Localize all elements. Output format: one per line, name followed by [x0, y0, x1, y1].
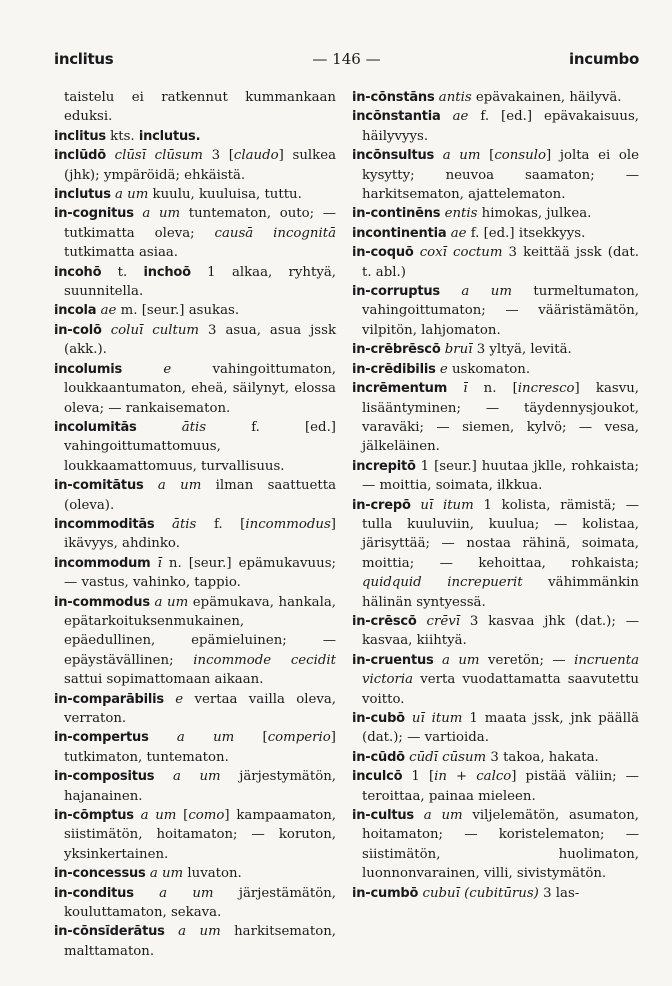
dictionary-entry	[54, 204, 336, 262]
entry-headword: in-compertus	[54, 730, 149, 746]
entry-headword: in-cognitus	[54, 206, 134, 222]
entry-text: 1 [seur.] huutaa jklle, rohkaista; — moittia, soimata, ilkkua.	[362, 458, 639, 494]
dictionary-entry	[352, 884, 639, 903]
entry-italic: consulo	[494, 148, 546, 164]
entry-text	[154, 769, 173, 784]
dictionary-entry	[352, 767, 639, 806]
entry-headword: incola	[54, 303, 97, 319]
entry-text: veretön; —	[479, 652, 575, 668]
entry-text: 3 yltyä, levitä.	[472, 342, 572, 358]
entry-italic: a um	[442, 148, 481, 164]
entry-headword: in-conditus	[54, 885, 134, 901]
entry-text: m. [seur.] asukas.	[116, 303, 240, 319]
entry-headword: incommoditās	[54, 516, 155, 532]
entry-italic: cubuī (cubitūrus)	[422, 885, 539, 901]
entry-italic: ae	[450, 225, 467, 241]
entry-italic: a um	[157, 478, 202, 494]
entry-headword: incōnsultus	[352, 148, 435, 164]
entry-text	[434, 653, 442, 668]
entry-headword: inclūdō	[54, 148, 106, 164]
entry-text: [	[480, 148, 495, 164]
entry-headword: in-cumbō	[352, 885, 419, 901]
entry-text: tuntematon, outo; — tutkimatta oleva;	[64, 206, 337, 241]
entry-text	[106, 148, 115, 163]
dictionary-entry	[352, 379, 639, 457]
entry-italic: clūsī clūsum	[114, 148, 203, 164]
entry-text	[441, 109, 453, 124]
entry-text: turmeltumaton, vahingoittumaton; — vääristämätön, vilpitön, lahjomaton.	[362, 284, 640, 338]
entry-text: f. [	[196, 516, 246, 532]
entry-italic: a um	[178, 924, 221, 940]
entry-headword: incrēmentum	[352, 381, 448, 397]
entry-text: n. [seur.] epämukavuus; — vastus, vahinko, tappio.	[64, 555, 336, 591]
entry-text	[150, 556, 157, 571]
entry-text: ] kasvu, lisääntyminen; — täydennysjoukot, varaväki; — siemen, kylvö; — vesa, jälkeläinen.	[362, 381, 639, 455]
entry-text	[165, 924, 178, 939]
entry-text	[164, 692, 175, 707]
entry-text: sattui sopimattomaan aikaan.	[64, 672, 264, 688]
entry-headword: in-crēdibilis	[352, 361, 436, 377]
entry-headword: in-corruptus	[352, 284, 440, 300]
entry-headword: incohō	[54, 264, 102, 280]
dictionary-entry	[352, 748, 639, 767]
entry-text: ] pistää väliin; — teroittaa, painaa mieleen.	[362, 769, 639, 804]
entry-italic: quidquid increpuerit	[362, 575, 523, 591]
entry-headword: in-cōnstāns	[352, 90, 435, 105]
dictionary-entry	[54, 185, 336, 204]
dictionary-entry	[54, 301, 336, 320]
dictionary-entry	[54, 127, 336, 146]
entry-text: f. [ed.] epävakaisuus, häilyvyys.	[362, 109, 639, 144]
entry-text: 1 [	[402, 769, 435, 785]
entry-text: 3 takoa, hakata.	[486, 749, 599, 765]
entry-text: järjestämätön, kouluttamaton, sekava.	[64, 885, 336, 921]
entry-text: ] sulkea (jhk); ympäröidä; ehkäistä.	[64, 148, 336, 183]
entry-italic: a um	[423, 808, 463, 824]
dictionary-entry	[54, 476, 336, 515]
entry-text: [	[234, 730, 268, 746]
entry-headword: in-coquō	[352, 245, 414, 261]
entry-italic: e	[163, 361, 172, 377]
entry-text	[405, 711, 412, 726]
entry-italic: incommodus	[245, 516, 331, 532]
entry-text	[434, 148, 443, 163]
left-running-headword: inclitus	[54, 50, 114, 68]
entry-italic: a um	[172, 769, 221, 785]
entry-headword: in-cultus	[352, 808, 414, 824]
dictionary-entry	[54, 864, 336, 883]
entry-text	[417, 614, 427, 629]
dictionary-entry	[54, 728, 336, 767]
entry-text: taistelu ei ratkennut kummankaan eduksi.	[64, 90, 336, 125]
entry-headword: incommodum	[54, 555, 151, 571]
entry-headword: inclutus	[54, 187, 111, 203]
entry-italic: causā incognitā	[214, 225, 336, 241]
entry-italic: ae	[100, 303, 117, 319]
entry-text: viljelemätön, asumaton, hoitamaton; — koristelematon; — siistimätön, huolimaton, luonnonvarainen, villi, sivistymätön.	[362, 808, 639, 882]
entry-italic: a um	[149, 866, 184, 882]
entry-headword: in-cruentus	[352, 652, 434, 668]
entry-italic: como	[188, 808, 225, 824]
entry-headword: inclutus.	[138, 128, 201, 144]
dictionary-entry	[352, 496, 639, 612]
entry-headword: in-concessus	[54, 866, 146, 882]
entry-text: uskomaton.	[447, 361, 531, 377]
entry-text: f. [ed.] itsekkyys.	[466, 225, 586, 241]
entry-text: järjestymätön, hajanainen.	[64, 769, 336, 804]
entry-text: kts.	[105, 128, 139, 144]
entry-text	[134, 886, 159, 901]
entry-text: 1 maata jssk, jnk päällä (dat.); — vartioida.	[362, 711, 639, 746]
entry-italic: a um	[159, 885, 214, 901]
dictionary-entry	[352, 146, 639, 204]
entry-italic: antis	[438, 90, 472, 105]
entry-headword: incolumis	[54, 361, 122, 377]
entry-text: epävakainen, häilyvä.	[471, 90, 622, 105]
entry-italic: ātis	[181, 419, 207, 435]
entry-italic: a um	[142, 206, 181, 222]
dictionary-entry	[352, 107, 639, 146]
entry-italic: in + calco	[434, 769, 512, 785]
entry-italic: comperio	[267, 730, 331, 746]
entry-text: 1 alkaa, ryhtyä, suunnitella.	[64, 264, 337, 300]
entry-italic: a um	[154, 594, 189, 610]
right-running-headword: incumbo	[569, 50, 639, 68]
entry-headword: in-compositus	[54, 769, 155, 785]
entry-text: f. [ed.] vahingoittumattomuus, loukkaamattomuus, turvallisuus.	[64, 419, 336, 474]
entry-text: 3 asua, asua jssk (akk.).	[64, 322, 336, 358]
dictionary-entry	[54, 321, 336, 360]
dictionary-entry	[54, 515, 336, 554]
dictionary-entry	[352, 612, 639, 651]
entry-text: luvaton.	[183, 866, 242, 882]
entry-text	[414, 808, 424, 823]
dictionary-entry	[352, 282, 639, 340]
entry-headword: inculcō	[352, 769, 403, 785]
entry-italic: a um	[140, 808, 177, 824]
entry-headword: in-cōmptus	[54, 808, 134, 824]
dictionary-entry	[54, 806, 336, 864]
entry-italic: a um	[461, 284, 512, 300]
entry-text: epämukava, hankala, epätarkoituksenmukainen, epäedullinen, epämieluinen; — epäystävällinen;	[64, 594, 336, 668]
entry-text: himokas, julkea.	[477, 206, 592, 222]
entry-text	[149, 730, 177, 745]
entry-italic: e	[439, 361, 448, 377]
dictionary-entry	[352, 243, 639, 282]
entry-headword: in-comitātus	[54, 478, 144, 494]
entry-text	[122, 362, 163, 377]
entry-italic: cūdī cūsum	[409, 749, 487, 765]
entry-text: 1 kolista, rämistä; — tulla kuuluviin, kuulua; — kolistaa, järisyttää; — nostaa rähinä, soimata, moittia; — kehoittaa, rohkaista;	[362, 497, 639, 571]
entry-headword: in-crepō	[352, 497, 411, 513]
entry-text	[440, 284, 461, 299]
entry-text	[102, 323, 111, 338]
entry-italic: coxī coctum	[419, 245, 503, 261]
dictionary-entry	[54, 418, 336, 476]
entry-headword: in-crēbrēscō	[352, 342, 441, 358]
entry-italic: uī itum	[420, 497, 474, 513]
entry-headword: in-crēscō	[352, 613, 417, 629]
entry-italic: claudo	[233, 148, 279, 164]
dictionary-entry	[54, 146, 336, 185]
dictionary-entry	[352, 204, 639, 223]
entry-headword: in-commodus	[54, 594, 150, 610]
entry-text: 3 [	[202, 148, 234, 164]
entry-italic: coluī cultum	[110, 322, 200, 338]
entry-text: ] ikävyys, ahdinko.	[64, 516, 336, 552]
dictionary-entry	[54, 593, 336, 690]
entry-text: ilman saattuetta (oleva).	[64, 478, 337, 513]
page-number: — 146 —	[312, 50, 381, 68]
dictionary-entry	[54, 554, 336, 593]
entry-text: n. [	[467, 381, 518, 397]
entry-italic: a um	[442, 652, 480, 668]
dictionary-entry	[352, 88, 639, 107]
entry-text	[447, 381, 463, 396]
entry-text: harkitsematon, malttamaton.	[64, 924, 336, 959]
entry-text: verta vuodattamatta saavutettu voitto.	[362, 672, 639, 707]
entry-headword: in-cōnsīderātus	[54, 924, 165, 940]
entry-headword: inclitus	[54, 128, 106, 144]
right-column	[352, 88, 639, 903]
dictionary-entry	[352, 709, 639, 748]
entry-italic: ātis	[172, 516, 197, 532]
entry-italic: ī	[463, 381, 468, 397]
dictionary-entry	[352, 457, 639, 496]
entry-italic: a um	[114, 187, 149, 203]
entry-italic: incresco	[517, 381, 575, 397]
entry-text	[134, 808, 141, 823]
dictionary-entry	[352, 651, 639, 709]
entry-text: 3 keittää jssk (dat. t. abl.)	[362, 245, 639, 280]
dictionary-entry	[352, 340, 639, 359]
entry-italic: uī itum	[411, 711, 463, 726]
entry-headword: in-cubō	[352, 711, 405, 726]
dictionary-entry	[54, 690, 336, 729]
page-header	[54, 50, 639, 74]
entry-italic: e	[175, 691, 184, 707]
entry-headword: in-continēns	[352, 206, 441, 222]
entry-text: vertaa vailla oleva, verraton.	[64, 691, 336, 726]
entry-text: t.	[101, 264, 144, 280]
dictionary-entry	[352, 224, 639, 243]
dictionary-entry	[54, 767, 336, 806]
entry-text: ] jolta ei ole kysytty; neuvoa saamaton; — harkitsematon, ajattelematon.	[362, 148, 640, 203]
entry-text: 3 kasvaa jhk (dat.); — kasvaa, kiihtyä.	[362, 613, 639, 649]
entry-text: vähimmänkin hälinän syntyessä.	[362, 575, 639, 610]
dictionary-entry	[54, 922, 336, 961]
entry-text: [	[176, 808, 189, 824]
entry-headword: incolumitās	[54, 419, 137, 435]
entry-italic: incommode cecidit	[193, 652, 336, 668]
entry-headword: in-comparābilis	[54, 691, 164, 707]
entry-text: tutkimatta asiaa.	[64, 245, 179, 261]
dictionary-entry	[352, 360, 639, 379]
entry-italic: incruenta victoria	[362, 652, 639, 688]
entry-headword: increpitō	[352, 458, 416, 474]
entry-text	[137, 420, 182, 435]
entry-italic: ae	[452, 109, 469, 125]
entry-text: 3 las-	[538, 885, 580, 901]
entry-italic: ī	[157, 555, 162, 571]
dictionary-entry	[54, 360, 336, 418]
entry-headword: in-colō	[54, 322, 102, 338]
entry-text: ] kampaamaton, siistimätön, hoitamaton; — koruton, yksinkertainen.	[64, 808, 336, 862]
dictionary-entry	[352, 806, 639, 884]
entry-text	[411, 498, 421, 513]
entry-text: ] tutkimaton, tuntematon.	[64, 730, 336, 765]
entry-italic: entis	[444, 206, 478, 222]
entry-italic: bruī	[444, 342, 473, 358]
entry-headword: incōnstantia	[352, 109, 441, 125]
entry-headword: in-cūdō	[352, 749, 405, 765]
left-column	[54, 88, 336, 961]
entry-text: vahingoittumaton, loukkaantumaton, eheä, säilynyt, elossa oleva; — rankaisematon.	[64, 361, 337, 416]
entry-italic: a um	[176, 730, 235, 746]
dictionary-entry	[54, 884, 336, 923]
entry-text	[144, 478, 158, 493]
entry-headword: incontinentia	[352, 225, 447, 241]
entry-italic: crēvī	[426, 613, 460, 629]
entry-headword: inchoō	[143, 264, 191, 280]
dictionary-entry	[54, 263, 336, 302]
entry-text	[154, 517, 172, 532]
entry-text: kuulu, kuuluisa, tuttu.	[148, 187, 302, 203]
dictionary-entry	[54, 88, 336, 127]
